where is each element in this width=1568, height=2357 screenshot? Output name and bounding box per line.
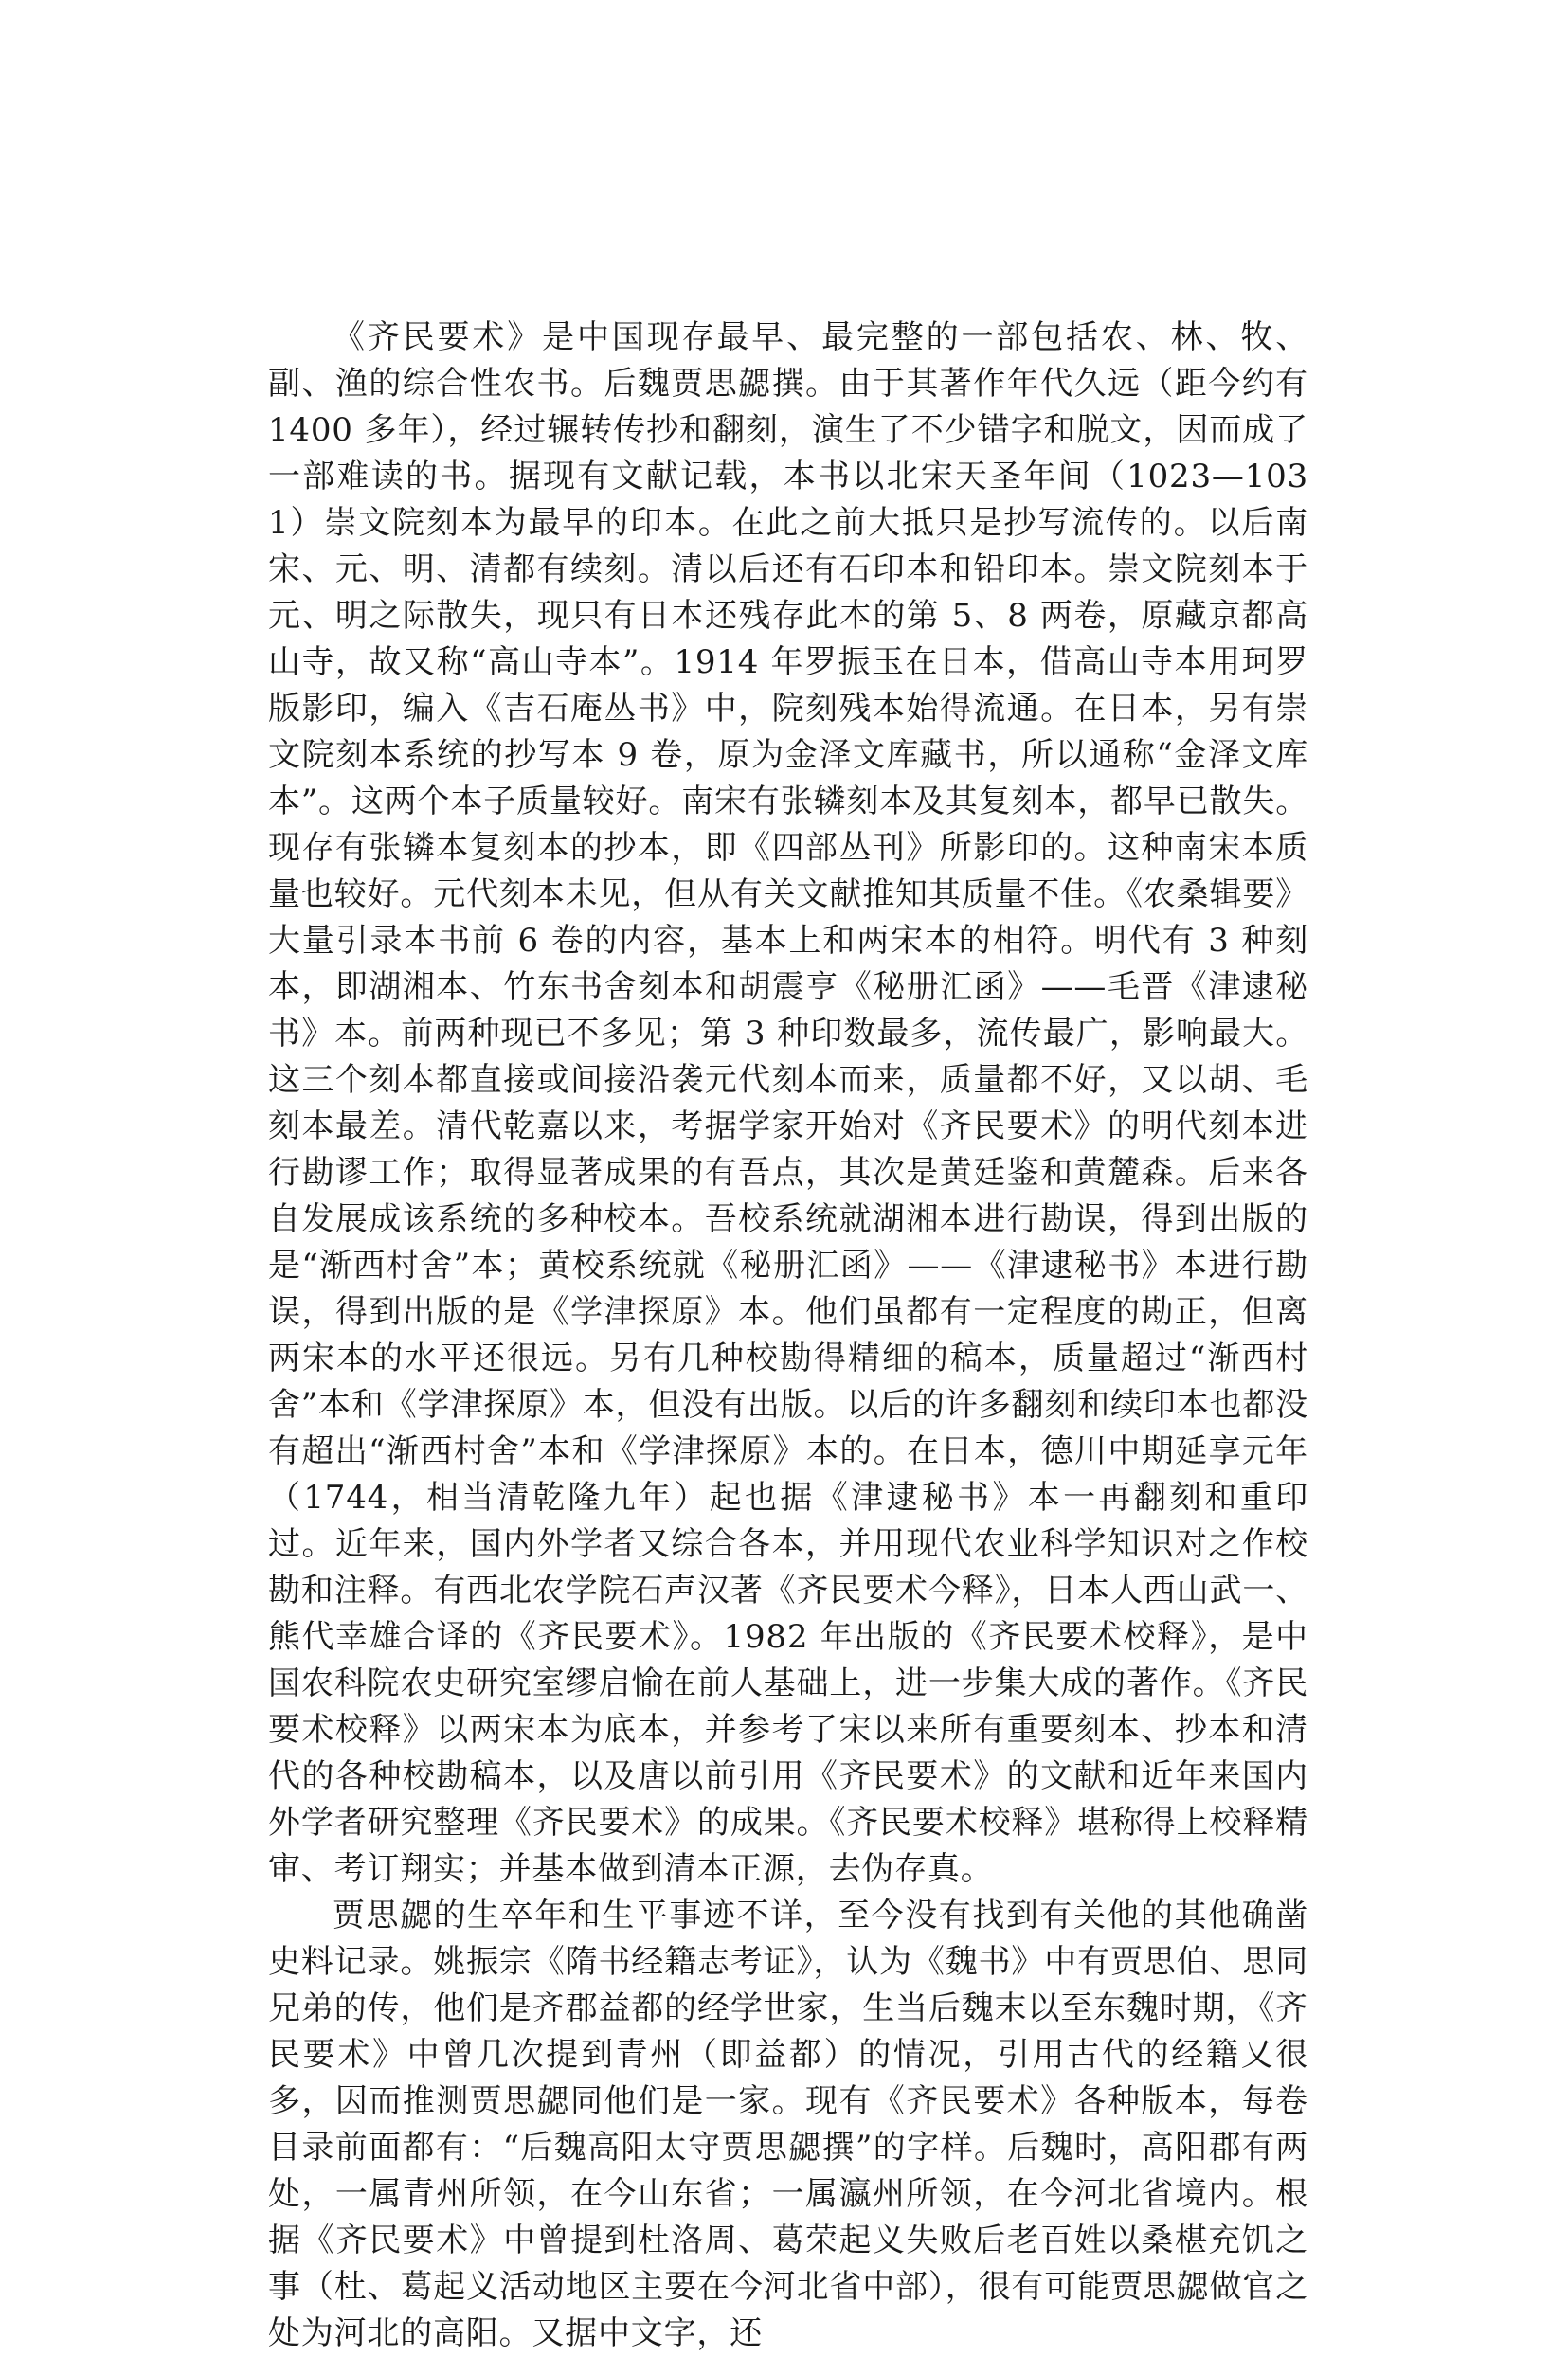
paragraph-author-biography: 贾思勰的生卒年和生平事迹不详，至今没有找到有关他的其他确凿史料记录。姚振宗《隋书经籍志考证》，认为《魏书》中有贾思伯、思同兄弟的传，他们是齐郡益都的经学世家，生当后魏末以至东魏时期，《齐民要术》中曾几次提到青州（即益都）的情况，引用古代的经籍又很多，因而推测贾思勰同他们是一家。现有《齐民要术》各种版本，每卷目录前面都有：“后魏高阳太守贾思勰撰”的字样。后魏时，高阳郡有两处，一属青州所领，在今山东省；一属瀛州所领，在今河北省境内。根据《齐民要术》中曾提到杜洛周、葛荣起义失败后老百姓以桑椹充饥之事（杜、葛起义活动地区主要在今河北省中部），很有可能贾思勰做官之处为河北的高阳。又据中文字，还	[268, 1897, 1308, 2352]
paragraph-publication-history: 《齐民要术》是中国现存最早、最完整的一部包括农、林、牧、副、渔的综合性农书。后魏贾思勰撰。由于其著作年代久远（距今约有 1400 多年），经过辗转传抄和翻刻，演生了不少错字和脱文，因而成了一部难读的书。据现有文献记载，本书以北宋天圣年间（1023—1031）崇文院刻本为最早的印本。在此之前大抵只是抄写流传的。以后南宋、元、明、清都有续刻。清以后还有石印本和铅印本。崇文院刻本于元、明之际散失，现只有日本还残存此本的第 5、8 两卷，原藏京都高山寺，故又称“高山寺本”。1914 年罗振玉在日本，借高山寺本用珂罗版影印，编入《吉石庵丛书》中，院刻残本始得流通。在日本，另有崇文院刻本系统的抄写本 9 卷，原为金泽文库藏书，所以通称“金泽文库本”。这两个本子质量较好。南宋有张辚刻本及其复刻本，都早已散失。现存有张辚本复刻本的抄本，即《四部丛刊》所影印的。这种南宋本质量也较好。元代刻本未见，但从有关文献推知其质量不佳。《农桑辑要》大量引录本书前 6 卷的内容，基本上和两宋本的相符。明代有 3 种刻本，即湖湘本、竹东书舍刻本和胡震亨《秘册汇函》——毛晋《津逮秘书》本。前两种现已不多见；第 3 种印数最多，流传最广，影响最大。这三个刻本都直接或间接沿袭元代刻本而来，质量都不好，又以胡、毛刻本最差。清代乾嘉以来，考据学家开始对《齐民要术》的明代刻本进行勘谬工作；取得显著成果的有吾点，其次是黄廷鉴和黄麓森。后来各自发展成该系统的多种校本。吾校系统就湖湘本进行勘误，得到出版的是“渐西村舍”本；黄校系统就《秘册汇函》——《津逮秘书》本进行勘误，得到出版的是《学津探原》本。他们虽都有一定程度的勘正，但离两宋本的水平还很远。另有几种校勘得精细的稿本，质量超过“渐西村舍”本和《学津探原》本，但没有出版。以后的许多翻刻和续印本也都没有超出“渐西村舍”本和《学津探原》本的。在日本，德川中期延享元年（1744，相当清乾隆九年）起也据《津逮秘书》本一再翻刻和重印过。近年来，国内外学者又综合各本，并用现代农业科学知识对之作校勘和注释。有西北农学院石声汉著《齐民要术今释》，日本人西山武一、熊代幸雄合译的《齐民要术》。1982 年出版的《齐民要术校释》，是中国农科院农史研究室缪启愉在前人基础上，进一步集大成的著作。《齐民要术校释》以两宋本为底本，并参考了宋以来所有重要刻本、抄本和清代的各种校勘稿本，以及唐以前引用《齐民要术》的文献和近年来国内外学者研究整理《齐民要术》的成果。《齐民要术校释》堪称得上校释精审、考订翔实；并基本做到清本正源，去伪存真。	[268, 318, 1308, 1888]
body-text	[268, 315, 1308, 2357]
